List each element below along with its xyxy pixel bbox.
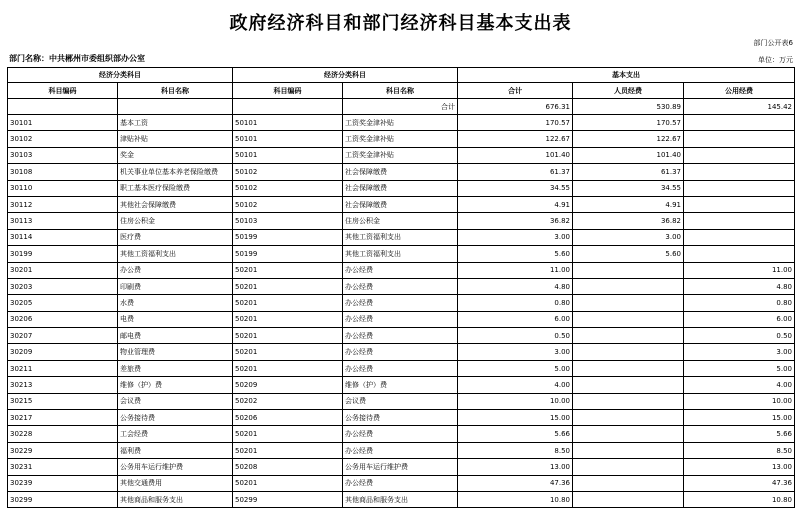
dept-code-cell: 50201 <box>233 295 343 311</box>
department-name: 中共郴州市委组织部办公室 <box>49 54 145 63</box>
dept-name-cell: 办公经费 <box>343 278 458 294</box>
gov-code-cell: 30201 <box>8 262 118 278</box>
gov-code-cell: 30299 <box>8 491 118 507</box>
dept-code-cell: 50101 <box>233 115 343 131</box>
gov-code-cell: 30205 <box>8 295 118 311</box>
gov-name-cell: 差旅费 <box>118 360 233 376</box>
table-row <box>8 196 795 212</box>
total-label: 合计 <box>343 99 458 115</box>
gov-code-cell: 30199 <box>8 246 118 262</box>
header-public: 公用经费 <box>684 83 795 99</box>
expenditure-table <box>7 67 795 508</box>
table-row <box>8 213 795 229</box>
personnel-cell <box>573 475 684 491</box>
total-dcode <box>233 99 343 115</box>
gov-code-cell: 30228 <box>8 426 118 442</box>
dept-name-cell: 办公经费 <box>343 344 458 360</box>
gov-code-cell: 30102 <box>8 131 118 147</box>
gov-name-cell: 物业管理费 <box>118 344 233 360</box>
dept-name-cell: 办公经费 <box>343 262 458 278</box>
dept-code-cell: 50201 <box>233 475 343 491</box>
public-cell <box>684 180 795 196</box>
gov-code-cell: 30113 <box>8 213 118 229</box>
dept-name-cell: 其他工资福利支出 <box>343 246 458 262</box>
public-cell: 13.00 <box>684 459 795 475</box>
gov-code-cell: 30110 <box>8 180 118 196</box>
total-cell: 61.37 <box>458 164 573 180</box>
gov-code-cell: 30114 <box>8 229 118 245</box>
personnel-cell: 5.60 <box>573 246 684 262</box>
gov-code-cell: 30231 <box>8 459 118 475</box>
form-number: 部门公开表6 <box>753 39 793 47</box>
header-dept-code: 科目编码 <box>233 83 343 99</box>
total-cell: 0.80 <box>458 295 573 311</box>
dept-name-cell: 公务接待费 <box>343 410 458 426</box>
public-cell <box>684 213 795 229</box>
table-row <box>8 278 795 294</box>
table-row <box>8 295 795 311</box>
personnel-cell <box>573 278 684 294</box>
dept-code-cell: 50101 <box>233 147 343 163</box>
gov-code-cell: 30101 <box>8 115 118 131</box>
gov-name-cell: 其他商品和服务支出 <box>118 491 233 507</box>
gov-code-cell: 30229 <box>8 442 118 458</box>
public-cell: 6.00 <box>684 311 795 327</box>
dept-code-cell: 50201 <box>233 262 343 278</box>
dept-name-cell: 工资奖金津补贴 <box>343 147 458 163</box>
total-cell: 5.00 <box>458 360 573 376</box>
personnel-cell: 36.82 <box>573 213 684 229</box>
dept-code-cell: 50209 <box>233 377 343 393</box>
dept-code-cell: 50103 <box>233 213 343 229</box>
gov-code-cell: 30103 <box>8 147 118 163</box>
total-cell: 13.00 <box>458 459 573 475</box>
gov-name-cell: 其他交通费用 <box>118 475 233 491</box>
table-row <box>8 246 795 262</box>
gov-name-cell: 工会经费 <box>118 426 233 442</box>
dept-name-cell: 其他商品和服务支出 <box>343 491 458 507</box>
total-gcode <box>8 99 118 115</box>
personnel-cell <box>573 393 684 409</box>
public-cell: 8.50 <box>684 442 795 458</box>
header-gov-code: 科目编码 <box>8 83 118 99</box>
personnel-cell <box>573 328 684 344</box>
public-cell: 4.00 <box>684 377 795 393</box>
dept-code-cell: 50299 <box>233 491 343 507</box>
gov-code-cell: 30203 <box>8 278 118 294</box>
public-cell <box>684 164 795 180</box>
total-cell: 4.91 <box>458 196 573 212</box>
public-cell <box>684 147 795 163</box>
header-dept-category: 经济分类科目 <box>233 68 458 83</box>
personnel-cell: 34.55 <box>573 180 684 196</box>
dept-name-cell: 办公经费 <box>343 295 458 311</box>
table-row <box>8 344 795 360</box>
dept-code-cell: 50101 <box>233 131 343 147</box>
public-cell: 10.00 <box>684 393 795 409</box>
dept-name-cell: 公务用车运行维护费 <box>343 459 458 475</box>
total-cell: 6.00 <box>458 311 573 327</box>
dept-code-cell: 50206 <box>233 410 343 426</box>
personnel-cell <box>573 442 684 458</box>
dept-name-cell: 办公经费 <box>343 426 458 442</box>
total-cell: 5.66 <box>458 426 573 442</box>
gov-name-cell: 机关事业单位基本养老保险缴费 <box>118 164 233 180</box>
public-cell <box>684 229 795 245</box>
public-cell: 0.80 <box>684 295 795 311</box>
table-row <box>8 262 795 278</box>
gov-name-cell: 邮电费 <box>118 328 233 344</box>
personnel-cell <box>573 377 684 393</box>
personnel-cell: 3.00 <box>573 229 684 245</box>
page-title: 政府经济科目和部门经济科目基本支出表 <box>229 13 572 34</box>
total-cell: 3.00 <box>458 344 573 360</box>
total-cell: 10.00 <box>458 393 573 409</box>
gov-code-cell: 30108 <box>8 164 118 180</box>
table-row <box>8 393 795 409</box>
dept-code-cell: 50201 <box>233 328 343 344</box>
public-cell <box>684 115 795 131</box>
gov-code-cell: 30215 <box>8 393 118 409</box>
gov-name-cell: 印刷费 <box>118 278 233 294</box>
dept-name-cell: 办公经费 <box>343 311 458 327</box>
dept-code-cell: 50199 <box>233 229 343 245</box>
table-row <box>8 115 795 131</box>
total-sum: 676.31 <box>458 99 573 115</box>
dept-name-cell: 其他工资福利支出 <box>343 229 458 245</box>
table-row <box>8 229 795 245</box>
total-cell: 4.00 <box>458 377 573 393</box>
public-cell: 11.00 <box>684 262 795 278</box>
gov-name-cell: 水费 <box>118 295 233 311</box>
table-row <box>8 147 795 163</box>
dept-code-cell: 50202 <box>233 393 343 409</box>
gov-code-cell: 30217 <box>8 410 118 426</box>
dept-name-cell: 办公经费 <box>343 475 458 491</box>
department-label: 部门名称： <box>9 54 49 63</box>
dept-name-cell: 办公经费 <box>343 442 458 458</box>
dept-code-cell: 50102 <box>233 164 343 180</box>
header-basic-expenditure: 基本支出 <box>458 68 795 83</box>
table-row <box>8 131 795 147</box>
dept-code-cell: 50201 <box>233 426 343 442</box>
personnel-cell: 122.67 <box>573 131 684 147</box>
gov-name-cell: 医疗费 <box>118 229 233 245</box>
gov-name-cell: 会议费 <box>118 393 233 409</box>
department-line <box>9 53 145 64</box>
personnel-cell <box>573 311 684 327</box>
gov-code-cell: 30209 <box>8 344 118 360</box>
dept-name-cell: 工资奖金津补贴 <box>343 115 458 131</box>
table-row <box>8 164 795 180</box>
personnel-cell: 170.57 <box>573 115 684 131</box>
dept-code-cell: 50208 <box>233 459 343 475</box>
dept-name-cell: 社会保障缴费 <box>343 180 458 196</box>
gov-name-cell: 津贴补贴 <box>118 131 233 147</box>
table-row <box>8 442 795 458</box>
dept-name-cell: 会议费 <box>343 393 458 409</box>
table-row <box>8 410 795 426</box>
total-cell: 11.00 <box>458 262 573 278</box>
gov-name-cell: 奖金 <box>118 147 233 163</box>
gov-name-cell: 维修（护）费 <box>118 377 233 393</box>
table-row <box>8 180 795 196</box>
personnel-cell: 61.37 <box>573 164 684 180</box>
total-cell: 101.40 <box>458 147 573 163</box>
public-cell: 0.50 <box>684 328 795 344</box>
dept-code-cell: 50102 <box>233 180 343 196</box>
dept-code-cell: 50199 <box>233 246 343 262</box>
total-cell: 170.57 <box>458 115 573 131</box>
personnel-cell <box>573 410 684 426</box>
public-cell <box>684 196 795 212</box>
dept-code-cell: 50201 <box>233 278 343 294</box>
personnel-cell <box>573 262 684 278</box>
personnel-cell <box>573 459 684 475</box>
dept-name-cell: 办公经费 <box>343 360 458 376</box>
total-cell: 10.80 <box>458 491 573 507</box>
public-cell: 5.66 <box>684 426 795 442</box>
table-row <box>8 311 795 327</box>
total-cell: 34.55 <box>458 180 573 196</box>
public-cell <box>684 131 795 147</box>
public-cell: 4.80 <box>684 278 795 294</box>
gov-name-cell: 公务用车运行维护费 <box>118 459 233 475</box>
total-public: 145.42 <box>684 99 795 115</box>
table-row <box>8 328 795 344</box>
table-row <box>8 475 795 491</box>
personnel-cell <box>573 360 684 376</box>
dept-code-cell: 50201 <box>233 311 343 327</box>
header-row-groups <box>8 68 795 83</box>
table-row <box>8 360 795 376</box>
dept-name-cell: 住房公积金 <box>343 213 458 229</box>
personnel-cell <box>573 426 684 442</box>
gov-code-cell: 30206 <box>8 311 118 327</box>
personnel-cell: 101.40 <box>573 147 684 163</box>
gov-name-cell: 职工基本医疗保险缴费 <box>118 180 233 196</box>
header-row-columns <box>8 83 795 99</box>
dept-name-cell: 社会保障缴费 <box>343 196 458 212</box>
header-dept-name: 科目名称 <box>343 83 458 99</box>
total-cell: 0.50 <box>458 328 573 344</box>
dept-name-cell: 工资奖金津补贴 <box>343 131 458 147</box>
public-cell: 47.36 <box>684 475 795 491</box>
table-row <box>8 426 795 442</box>
unit-label: 单位：万元 <box>758 56 793 64</box>
total-cell: 15.00 <box>458 410 573 426</box>
gov-code-cell: 30211 <box>8 360 118 376</box>
table-row <box>8 377 795 393</box>
gov-name-cell: 电费 <box>118 311 233 327</box>
total-cell: 5.60 <box>458 246 573 262</box>
personnel-cell <box>573 491 684 507</box>
dept-name-cell: 维修（护）费 <box>343 377 458 393</box>
gov-code-cell: 30112 <box>8 196 118 212</box>
dept-name-cell: 办公经费 <box>343 328 458 344</box>
personnel-cell <box>573 295 684 311</box>
total-cell: 8.50 <box>458 442 573 458</box>
gov-name-cell: 住房公积金 <box>118 213 233 229</box>
total-cell: 4.80 <box>458 278 573 294</box>
public-cell: 10.80 <box>684 491 795 507</box>
total-cell: 3.00 <box>458 229 573 245</box>
gov-name-cell: 福利费 <box>118 442 233 458</box>
public-cell: 15.00 <box>684 410 795 426</box>
gov-name-cell: 办公费 <box>118 262 233 278</box>
gov-code-cell: 30213 <box>8 377 118 393</box>
dept-code-cell: 50201 <box>233 344 343 360</box>
public-cell: 5.00 <box>684 360 795 376</box>
header-total: 合计 <box>458 83 573 99</box>
total-gname <box>118 99 233 115</box>
total-row <box>8 99 795 115</box>
table-row <box>8 491 795 507</box>
gov-code-cell: 30207 <box>8 328 118 344</box>
public-cell: 3.00 <box>684 344 795 360</box>
header-personnel: 人员经费 <box>573 83 684 99</box>
gov-name-cell: 其他工资福利支出 <box>118 246 233 262</box>
gov-name-cell: 其他社会保障缴费 <box>118 196 233 212</box>
header-gov-category: 经济分类科目 <box>8 68 233 83</box>
total-personnel: 530.89 <box>573 99 684 115</box>
gov-name-cell: 公务接待费 <box>118 410 233 426</box>
dept-code-cell: 50201 <box>233 360 343 376</box>
table-row <box>8 459 795 475</box>
personnel-cell <box>573 344 684 360</box>
public-cell <box>684 246 795 262</box>
dept-code-cell: 50102 <box>233 196 343 212</box>
header-gov-name: 科目名称 <box>118 83 233 99</box>
total-cell: 36.82 <box>458 213 573 229</box>
total-cell: 47.36 <box>458 475 573 491</box>
dept-code-cell: 50201 <box>233 442 343 458</box>
gov-name-cell: 基本工资 <box>118 115 233 131</box>
dept-name-cell: 社会保障缴费 <box>343 164 458 180</box>
gov-code-cell: 30239 <box>8 475 118 491</box>
total-cell: 122.67 <box>458 131 573 147</box>
personnel-cell: 4.91 <box>573 196 684 212</box>
